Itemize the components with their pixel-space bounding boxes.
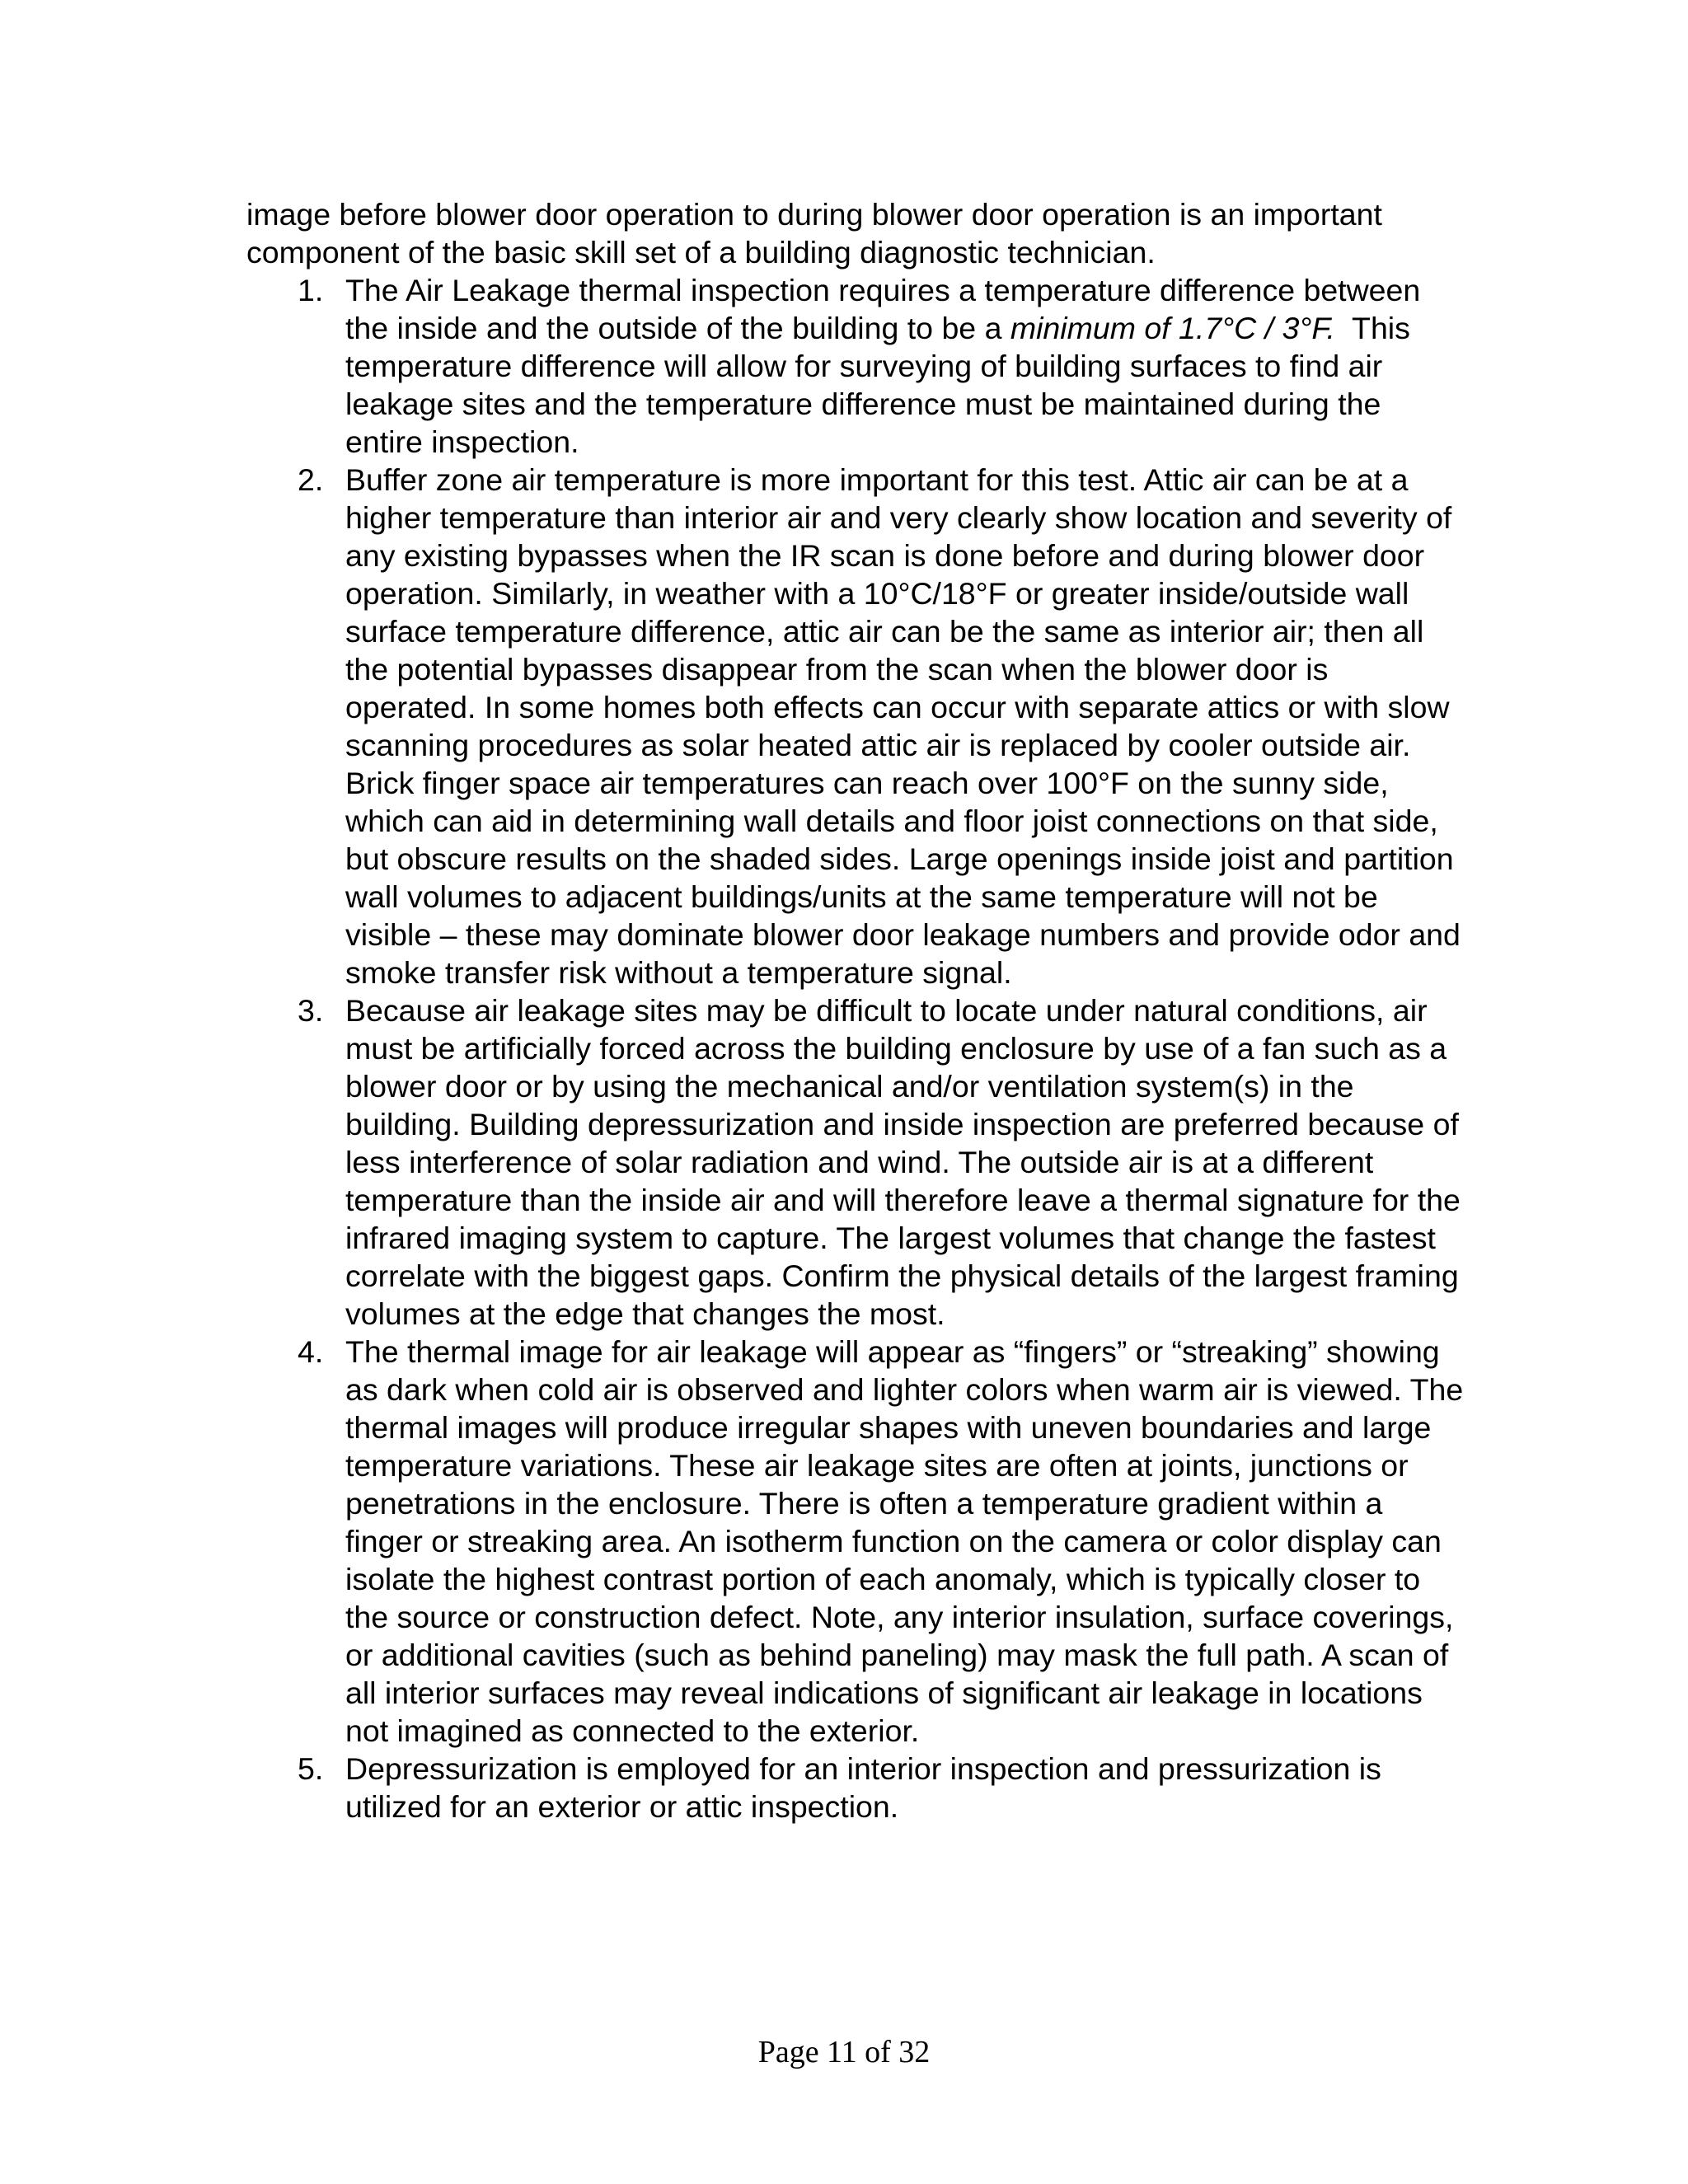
list-item: [246, 271, 1466, 461]
list-item-number: 4.: [298, 1334, 324, 1369]
list-item: [246, 1333, 1466, 1750]
list-item-text: The thermal image for air leakage will appear as “fingers” or “streaking” showing as dark when cold air is observed and lighter colors when warm air is viewed. The thermal images will produce irregular shapes with uneven boundaries and large temperature variations. These air leakage sites are often at joints, junctions or penetrations in the enclosure. There is often a temperature gradient within a finger or streaking area. An isotherm function on the camera or color display can isolate the highest contrast portion of each anomaly, which is typically closer to the source or construction defect. Note, any interior insulation, surface coverings, or additional cavities (such as behind paneling) may mask the full path. A scan of all interior surfaces may reveal indications of significant air leakage in locations not imagined as connected to the exterior.: [345, 1334, 1464, 1748]
list-item-text: The Air Leakage thermal inspection requires a temperature difference between the inside and the outside of the building to be a: [345, 273, 1421, 345]
body-text: [246, 195, 1466, 1825]
numbered-list: [246, 271, 1466, 1825]
list-item-text: Because air leakage sites may be difficult to locate under natural conditions, air must be artificially forced across the building enclosure by use of a fan such as a blower door or by using the mechanical and/or ventilation system(s) in the building. Building depressurization and inside inspection are preferred because of less interference of solar radiation and wind. The outside air is at a different temperature than the inside air and will therefore leave a thermal signature for the infrared imaging system to capture. The largest volumes that change the fastest correlate with the biggest gaps. Confirm the physical details of the largest framing volumes at the edge that changes the most.: [345, 993, 1461, 1331]
intro-paragraph: image before blower door operation to during blower door operation is an important component of the basic skill set of a building diagnostic technician.: [246, 197, 1382, 269]
list-item-text: Depressurization is employed for an interior inspection and pressurization is utilized for an exterior or attic inspection.: [345, 1751, 1381, 1824]
list-item-text-continued: This temperature difference will allow for surveying of building surfaces to find air leakage sites and the temperature difference must be maintained during the entire inspection.: [345, 311, 1419, 459]
list-item-text: Buffer zone air temperature is more important for this test. Attic air can be at a higher temperature than interior air and very clearly show location and severity of any existing bypasses when the IR scan is done before and during blower door operation. Similarly, in weather with a 10°C/18°F or greater inside/outside wall surface temperature difference, attic air can be the same as interior air; then all the potential bypasses disappear from the scan when the blower door is operated. In some homes both effects can occur with separate attics or with slow scanning procedures as solar heated attic air is replaced by cooler outside air. Brick finger space air temperatures can reach over 100°F on the sunny side, which can aid in determining wall details and floor joist connections on that side, but obscure results on the shaded sides. Large openings inside joist and partition wall volumes to adjacent buildings/units at the same temperature will not be visible – these may dominate blower door leakage numbers and provide odor and smoke transfer risk without a temperature signal.: [345, 462, 1461, 990]
list-item-number: 5.: [298, 1751, 324, 1786]
list-item-number: 3.: [298, 993, 324, 1028]
emphasized-text: minimum of 1.7°C / 3°F.: [1010, 311, 1335, 345]
list-item: [246, 991, 1466, 1333]
page-number-footer: Page 11 of 32: [757, 2035, 931, 2069]
list-item: [246, 461, 1466, 991]
list-item: [246, 1750, 1466, 1825]
list-item-number: 2.: [298, 462, 324, 497]
list-item-number: 1.: [298, 273, 324, 307]
